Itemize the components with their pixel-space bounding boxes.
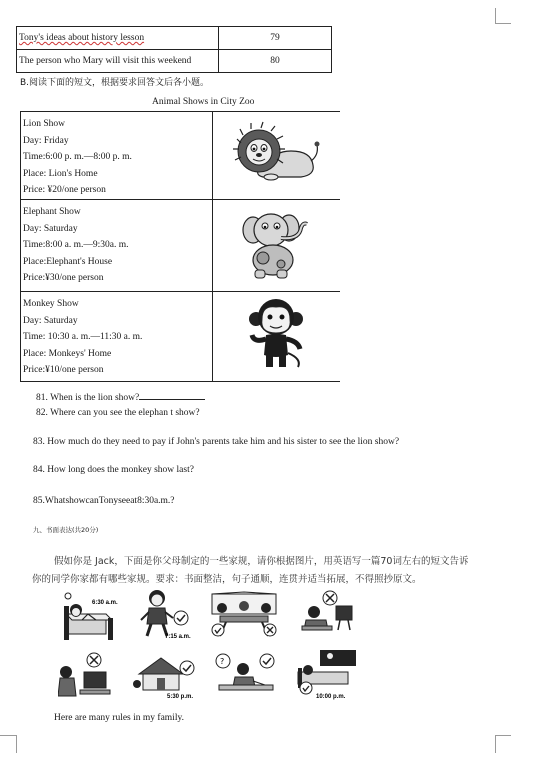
show-place: Place: Monkeys' Home xyxy=(23,348,112,359)
svg-text:10:00 p.m.: 10:00 p.m. xyxy=(316,694,346,700)
show-name: Elephant Show xyxy=(23,207,81,217)
homework-picture xyxy=(213,651,283,699)
show-price: Price:¥30/one person xyxy=(23,273,104,283)
question-83: 83. How much do they need to pay if John's parents take him and his sister to see the lion show? xyxy=(33,437,400,447)
show-day: Day: Friday xyxy=(23,135,69,146)
table-cell-number: 79 xyxy=(219,27,332,50)
show-time: Time: 10:30 a. m.—11:30 a. m. xyxy=(23,332,143,342)
show-time: Time:8:00 a. m.—9:30a. m. xyxy=(23,240,129,250)
svg-text:5:30 p.m.: 5:30 p.m. xyxy=(167,694,194,700)
table-cell-label: The person who Mary will visit this weekend xyxy=(17,50,219,73)
no-computer-picture xyxy=(58,652,118,698)
show-name: Monkey Show xyxy=(23,299,79,309)
table-row xyxy=(17,27,332,50)
table-row-lion xyxy=(21,112,341,200)
question-81: 81. When is the lion show? xyxy=(36,390,205,403)
answer-blank[interactable] xyxy=(139,390,205,400)
show-day: Day: Saturday xyxy=(23,315,78,326)
writing-starter: Here are many rules in my family. xyxy=(54,713,184,723)
section-b-heading: B.阅读下面的短文，根据要求回答文后各小题。 xyxy=(20,78,210,88)
question-85: 85.WhatshowcanTonyseeat8:30a.m.? xyxy=(33,496,175,506)
crop-mark xyxy=(0,735,17,736)
lion-icon xyxy=(212,112,340,200)
monkey-icon xyxy=(212,292,340,382)
answer-table xyxy=(16,26,332,73)
show-price: Price: ¥20/one person xyxy=(23,185,106,195)
show-name: Lion Show xyxy=(23,119,65,129)
show-day: Day: Saturday xyxy=(23,223,78,234)
family-dinner-picture xyxy=(208,590,282,640)
show-info xyxy=(21,292,213,382)
show-price: Price:¥10/one person xyxy=(23,365,104,375)
home-time-picture xyxy=(131,652,201,700)
show-place: Place: Lion's Home xyxy=(23,168,98,179)
walk-to-school-picture xyxy=(137,588,197,642)
crop-mark xyxy=(495,735,496,753)
table-row-monkey xyxy=(21,292,341,382)
zoo-shows-table xyxy=(20,111,340,382)
show-info xyxy=(21,200,213,292)
question-82: 82. Where can you see the elephan t show? xyxy=(36,408,200,418)
table-cell-label: Tony's ideas about history lesson xyxy=(17,27,219,50)
elephant-icon xyxy=(212,200,340,292)
table-cell-number: 80 xyxy=(219,50,332,73)
bedtime-picture xyxy=(296,648,360,700)
section-9-heading: 九、书面表达(共20分) xyxy=(33,526,99,534)
show-time: Time:6:00 p. m.—8:00 p. m. xyxy=(23,152,132,162)
zoo-title: Animal Shows in City Zoo xyxy=(152,97,255,107)
writing-prompt: 假如你是 Jack，下面是你父母制定的一些家规，请你根据图片，用英语写一篇70词左右的短文告诉 你的同学你家都有哪些家规。要求：书面整洁，句子通顺，连贯并适当拓展，不得照抄原文。 xyxy=(32,556,469,585)
table-row-elephant xyxy=(21,200,341,292)
svg-text:?: ? xyxy=(220,657,225,666)
show-info xyxy=(21,112,213,200)
svg-text:7:15 a.m.: 7:15 a.m. xyxy=(165,634,191,640)
no-tv-picture xyxy=(300,590,360,636)
crop-mark xyxy=(495,8,496,24)
svg-text:6:30 a.m.: 6:30 a.m. xyxy=(92,600,118,606)
wake-up-picture xyxy=(62,592,128,642)
crop-mark xyxy=(495,23,511,24)
show-place: Place:Elephant's House xyxy=(23,256,113,267)
question-84: 84. How long does the monkey show last? xyxy=(33,465,194,475)
crop-mark xyxy=(495,735,511,736)
table-row xyxy=(17,50,332,73)
crop-mark xyxy=(16,735,17,753)
